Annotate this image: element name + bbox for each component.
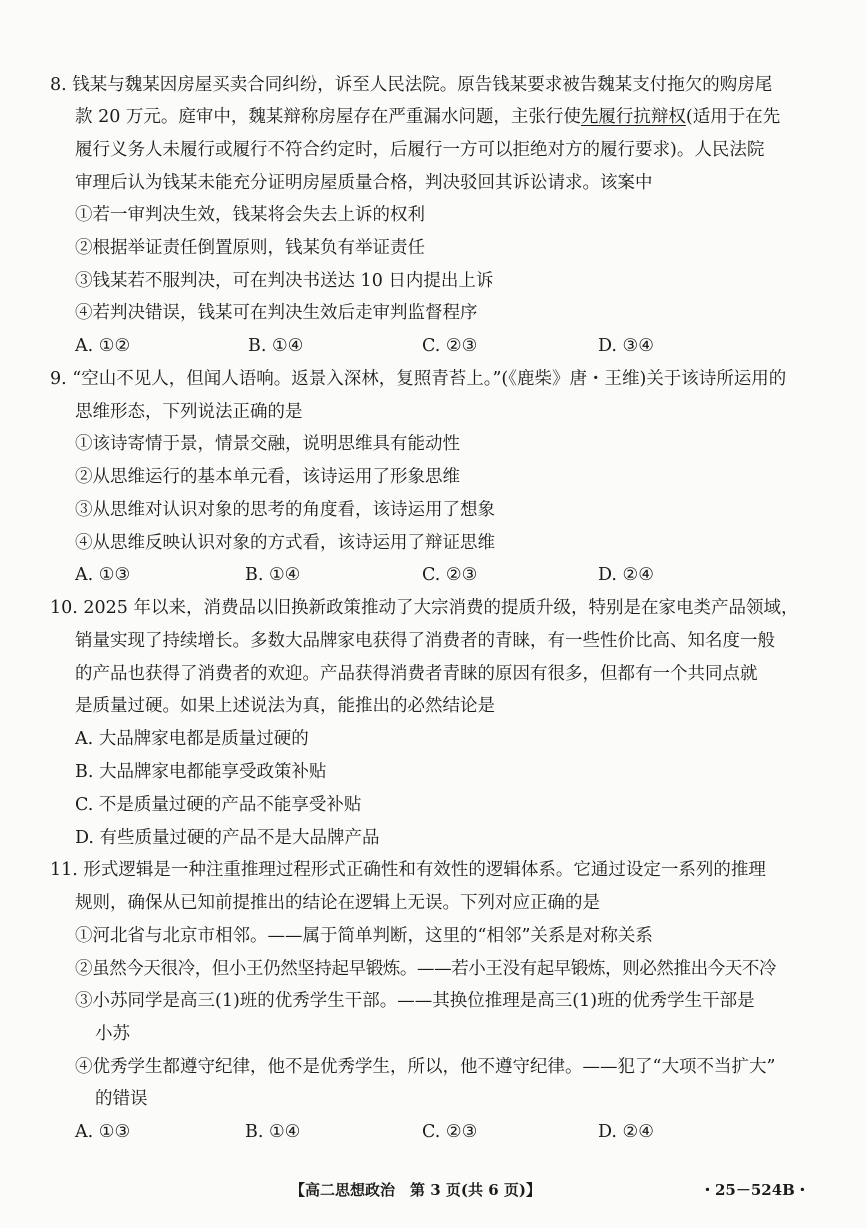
q9-choice-a: A. ①③ xyxy=(75,565,131,585)
q11-choice-a: A. ①③ xyxy=(75,1122,131,1142)
q10-choice-b: B. 大品牌家电都能享受政策补贴 xyxy=(75,762,327,782)
q10-line-2: 销量实现了持续增长。多数大品牌家电获得了消费者的青睐，有一些性价比高、知名度一般 xyxy=(75,631,775,651)
q8-choice-b: B. ①④ xyxy=(248,336,304,356)
footer-page-info: 【高二思想政治 第 3 页(共 6 页)】 xyxy=(290,1181,541,1199)
q11-option-4: ④优秀学生都遵守纪律，他不是优秀学生，所以，他不遵守纪律。——犯了“大项不当扩大” xyxy=(75,1057,776,1077)
q11-option-1: ①河北省与北京市相邻。——属于简单判断，这里的“相邻”关系是对称关系 xyxy=(75,926,653,946)
q11-option-3-cont: 小苏 xyxy=(95,1024,130,1044)
q9-option-2: ②从思维运行的基本单元看，该诗运用了形象思维 xyxy=(75,467,460,487)
q8-underlined-term: 先履行抗辩权 xyxy=(580,107,686,127)
q11-option-2: ②虽然今天很冷，但小王仍然坚持起早锻炼。——若小王没有起早锻炼，则必然推出今天不冷 xyxy=(75,959,777,979)
q9-option-1: ①该诗寄情于景，情景交融，说明思维具有能动性 xyxy=(75,434,460,454)
q11-choice-d: D. ②④ xyxy=(598,1122,654,1142)
q8-line-2-tail: (适用于在先 xyxy=(685,107,781,127)
q8-option-3: ③钱某若不服判决，可在判决书送达 10 日内提出上诉 xyxy=(75,271,494,291)
q10-choice-d: D. 有些质量过硬的产品不是大品牌产品 xyxy=(75,828,380,848)
q10-choice-c: C. 不是质量过硬的产品不能享受补贴 xyxy=(75,795,362,815)
q11-choice-b: B. ①④ xyxy=(245,1122,301,1142)
q8-line-2 xyxy=(0,106,867,128)
q10-line-4: 是质量过硬。如果上述说法为真，能推出的必然结论是 xyxy=(75,696,495,716)
q10-line-3: 的产品也获得了消费者的欢迎。产品获得消费者青睐的原因有很多，但都有一个共同点就 xyxy=(75,664,758,684)
q8-choice-a: A. ①② xyxy=(75,336,131,356)
q11-option-3: ③小苏同学是高三(1)班的优秀学生干部。——其换位推理是高三(1)班的优秀学生干部是 xyxy=(75,991,755,1011)
q8-choice-c: C. ②③ xyxy=(422,336,478,356)
q9-choice-d: D. ②④ xyxy=(598,565,654,585)
q11-line-1: 11. 形式逻辑是一种注重推理过程形式正确性和有效性的逻辑体系。它通过设定一系列的推理 xyxy=(50,860,766,880)
q9-option-4: ④从思维反映认识对象的方式看，该诗运用了辩证思维 xyxy=(75,533,495,553)
q11-option-4-cont: 的错误 xyxy=(95,1089,148,1109)
q9-choice-b: B. ①④ xyxy=(245,565,301,585)
q11-choice-c: C. ②③ xyxy=(422,1122,478,1142)
q8-line-2-text: 款 20 万元。庭审中，魏某辩称房屋存在严重漏水问题，主张行使 xyxy=(75,107,581,127)
q10-line-1: 10. 2025 年以来，消费品以旧换新政策推动了大宗消费的提质升级，特别是在家电类产品领域， xyxy=(50,598,799,618)
q9-choice-c: C. ②③ xyxy=(422,565,478,585)
q9-option-3: ③从思维对认识对象的思考的角度看，该诗运用了想象 xyxy=(75,500,495,520)
q10-choice-a: A. 大品牌家电都是质量过硬的 xyxy=(75,729,309,749)
q8-option-4: ④若判决错误，钱某可在判决生效后走审判监督程序 xyxy=(75,303,478,323)
q8-line-1: 8. 钱某与魏某因房屋买卖合同纠纷，诉至人民法院。原告钱某要求被告魏某支付拖欠的购房尾 xyxy=(50,75,773,95)
q8-line-4: 审理后认为钱某未能充分证明房屋质量合格，判决驳回其诉讼请求。该案中 xyxy=(75,173,653,193)
footer-exam-code: ・25－524B・ xyxy=(700,1181,810,1199)
q8-line-3: 履行义务人未履行或履行不符合约定时，后履行一方可以拒绝对方的履行要求)。人民法院 xyxy=(75,140,765,160)
q11-line-2: 规则，确保从已知前提推出的结论在逻辑上无误。下列对应正确的是 xyxy=(75,893,600,913)
q9-line-2: 思维形态，下列说法正确的是 xyxy=(75,402,303,422)
q9-line-1: 9. “空山不见人，但闻人语响。返景入深林，复照青苔上。”(《鹿柴》唐・王维)关于该诗所运用的 xyxy=(50,369,787,389)
q8-choice-d: D. ③④ xyxy=(598,336,654,356)
q8-option-2: ②根据举证责任倒置原则，钱某负有举证责任 xyxy=(75,238,425,258)
q8-option-1: ①若一审判决生效，钱某将会失去上诉的权利 xyxy=(75,205,425,225)
